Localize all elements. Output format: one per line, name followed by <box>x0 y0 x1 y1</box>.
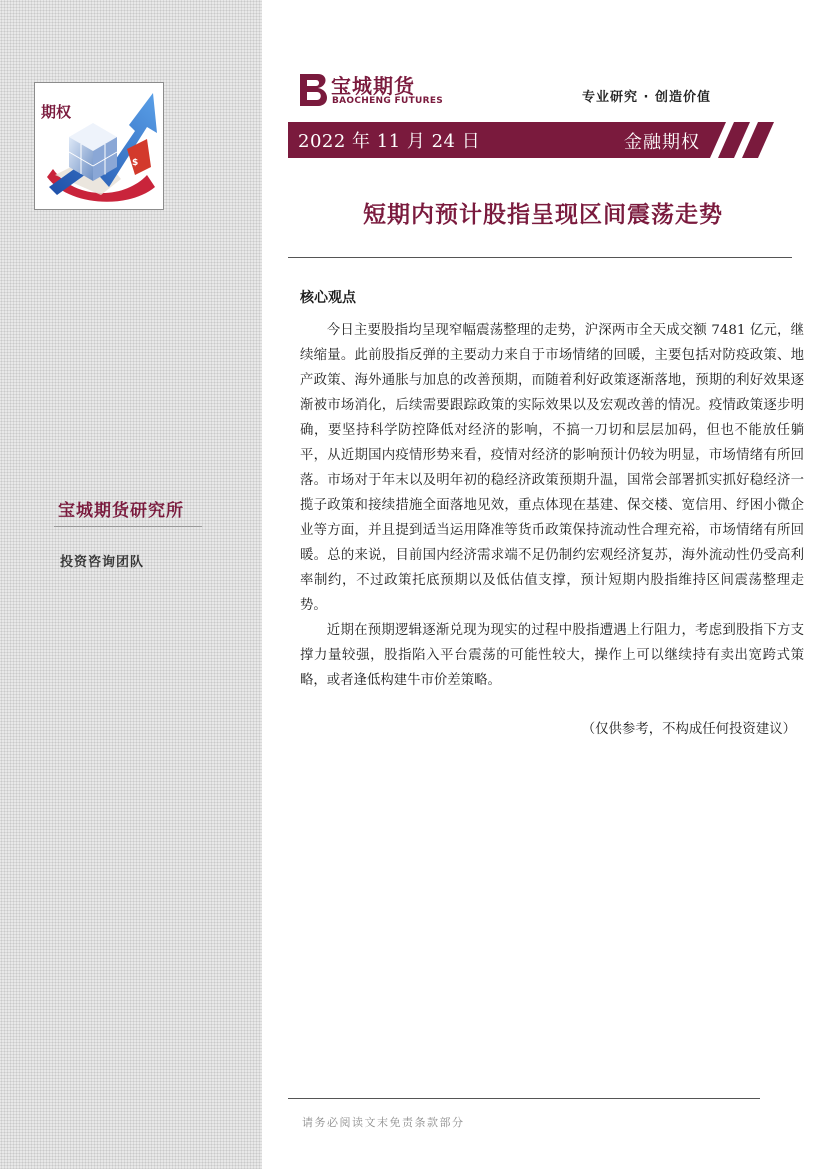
report-category: 金融期权 <box>624 132 700 153</box>
disclaimer: （仅供参考，不构成任何投资建议） <box>581 722 796 737</box>
cover-label: 期权 <box>41 103 72 121</box>
institute-name: 宝城期货研究所 <box>58 501 184 521</box>
institute-divider <box>54 526 202 527</box>
report-body <box>300 318 804 693</box>
paragraph: 今日主要股指均呈现窄幅震荡整理的走势，沪深两市全天成交额 7481 亿元，继续缩量。此前股指反弹的主要动力来自于市场情绪的回暖，主要包括对防疫政策、地产政策、海外通胀与加息的改善预期，而随着利好政策逐渐落地，预期的利好效果逐渐被市场消化，后续需要跟踪政策的实际效果以及宏观改善的情况。疫情政策逐步明确，要坚持科学防控降低对经济的影响，不搞一刀切和层层加码，但也不能放任躺平，从近期国内疫情形势来看，疫情对经济的影响预计仍较为明显，市场情绪有所回落。市场对于年末以及明年初的稳经济政策预期升温，国常会部署抓实抓好稳经济一揽子政策和接续措施全面落地见效，重点体现在基建、保交楼、宽信用、纾困小微企业等方面，并且提到适当运用降准等货币政策保持流动性合理充裕，市场情绪有所回暖。总的来说，目前国内经济需求端不足仍制约宏观经济复苏，海外流动性仍受高利率制约，不过政策托底预期以及低估值支撑，预计短期内股指维持区间震荡整理走势。 <box>300 323 804 613</box>
footer-divider <box>288 1098 760 1099</box>
report-date: 2022 年 11 月 24 日 <box>298 131 481 152</box>
cover-image <box>34 82 164 210</box>
paragraph: 近期在预期逻辑逐渐兑现为现实的过程中股指遭遇上行阻力，考虑到股指下方支撑力量较强，股指陷入平台震荡的可能性较大，操作上可以继续持有卖出宽跨式策略，或者逢低构建牛市价差策略。 <box>300 623 804 688</box>
report-title: 短期内预计股指呈现区间震荡走势 <box>363 202 723 228</box>
slogan: 专业研究 · 创造价值 <box>582 90 711 105</box>
svg-text:$: $ <box>132 158 139 168</box>
section-heading: 核心观点 <box>300 290 356 306</box>
logo-text: 宝城期货 <box>331 74 415 98</box>
logo-subtext: BAOCHENG FUTURES <box>332 96 444 106</box>
sidebar <box>0 0 262 1169</box>
team-name: 投资咨询团队 <box>60 555 145 570</box>
title-divider <box>288 257 792 258</box>
footer-note: 请务必阅读文末免责条款部分 <box>302 1116 465 1129</box>
